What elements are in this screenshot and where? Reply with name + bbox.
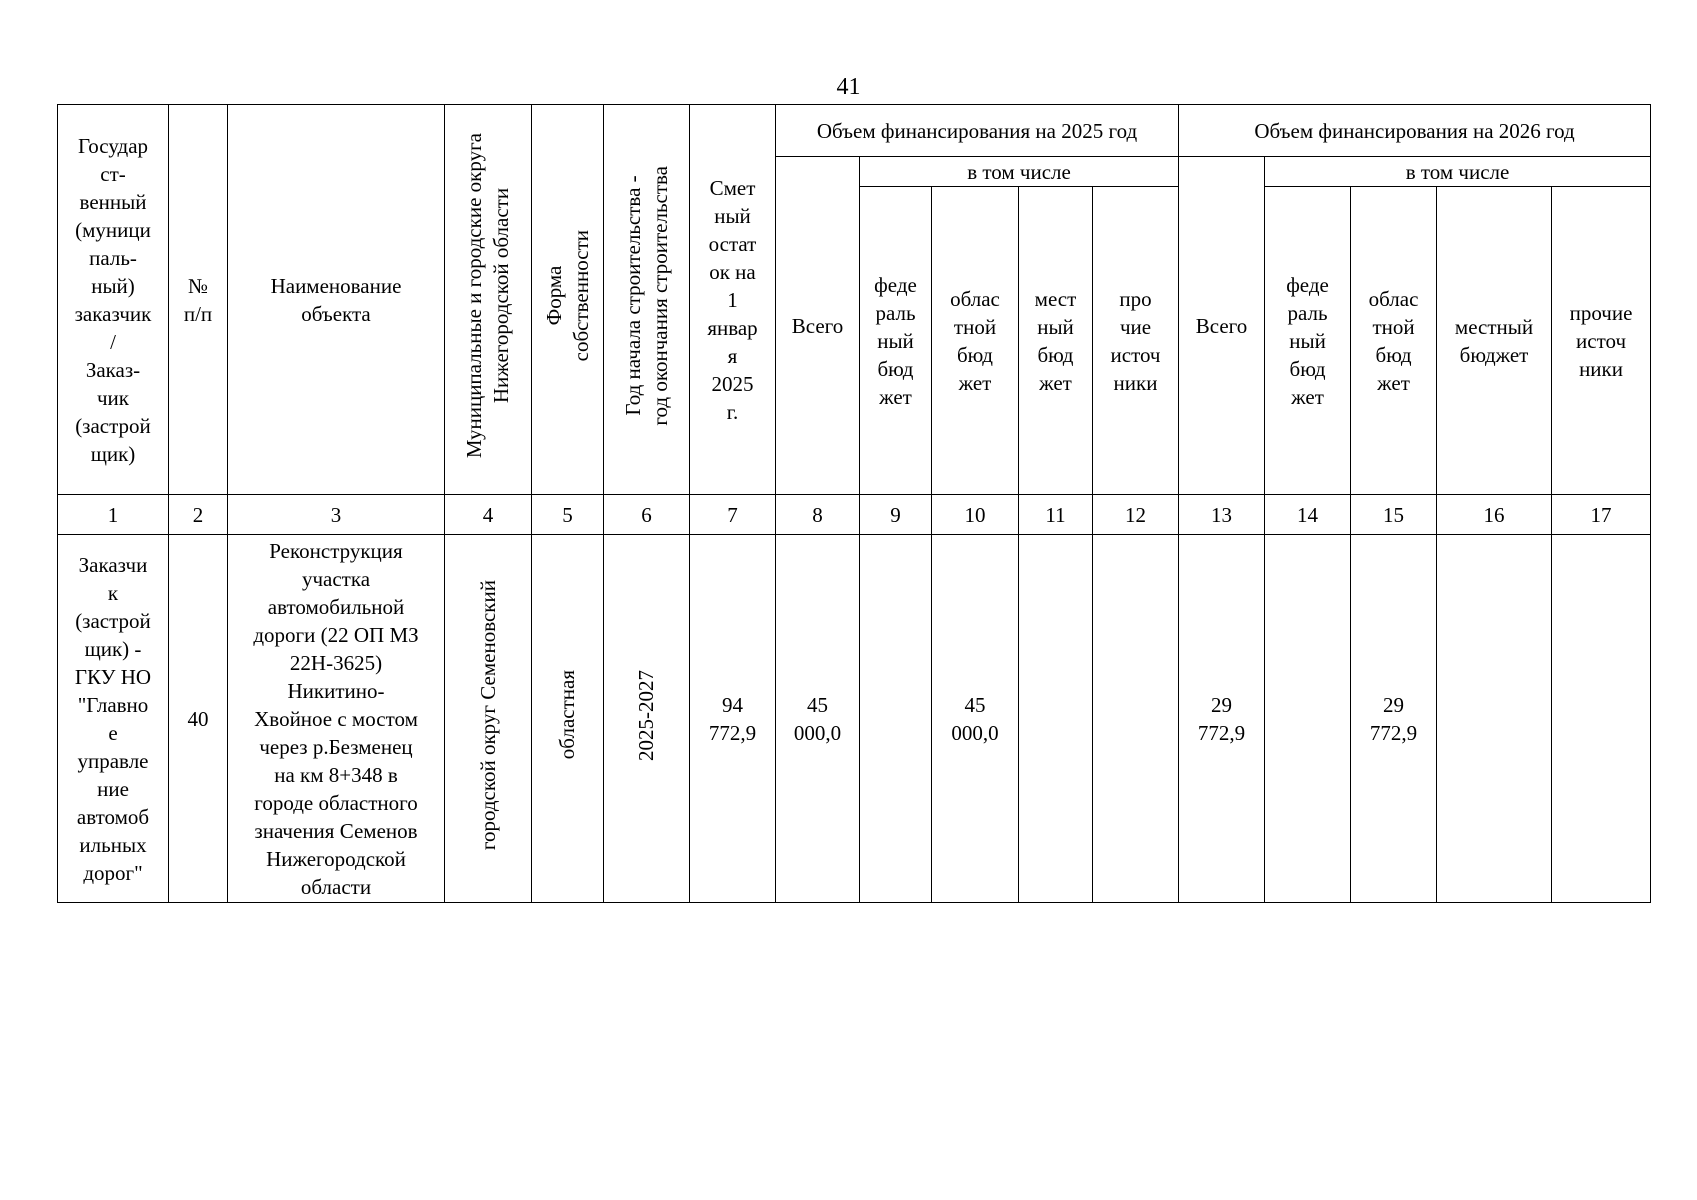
- header-federal-2025: феде раль ный бюд жет: [860, 187, 932, 495]
- column-number: 7: [690, 495, 776, 535]
- header-object-name: Наименование объекта: [228, 105, 445, 495]
- cell-federal-2025: [860, 535, 932, 903]
- header-ownership-form-text: Форма собственности: [541, 230, 593, 362]
- header-other-2025: про чие источ ники: [1093, 187, 1179, 495]
- column-number-row: [58, 495, 1651, 535]
- header-municipal-district-text: Муниципальные и городские округа Нижегородской области: [462, 133, 513, 459]
- header-financing-2025: Объем финансирования на 2025 год: [776, 105, 1179, 157]
- cell-ownership-form: [532, 535, 604, 903]
- column-number: 14: [1265, 495, 1351, 535]
- column-number: 6: [604, 495, 690, 535]
- header-including-2026: в том числе: [1265, 157, 1651, 187]
- header-estimated-remainder: Смет ный остат ок на 1 январ я 2025 г.: [690, 105, 776, 495]
- header-local-2025: мест ный бюд жет: [1019, 187, 1093, 495]
- cell-number: 40: [169, 535, 228, 903]
- column-number: 13: [1179, 495, 1265, 535]
- cell-object-name: Реконструкция участка автомобильной дороги (22 ОП МЗ 22Н-3625) Никитино- Хвойное с мостом через р.Безменец на км 8+348 в городе областного значения Семенов Нижегородской области: [228, 535, 445, 903]
- column-number: 8: [776, 495, 860, 535]
- cell-municipal-district-text: городской округ Семеновский: [475, 579, 500, 851]
- header-including-2025: в том числе: [860, 157, 1179, 187]
- header-row-1: [58, 105, 1651, 157]
- column-number: 9: [860, 495, 932, 535]
- header-number: № п/п: [169, 105, 228, 495]
- header-customer: Государ ст- венный (муници паль- ный) заказчик / Заказ- чик (застрой щик): [58, 105, 169, 495]
- table-row: [58, 535, 1651, 903]
- cell-customer: Заказчи к (застрой щик) - ГКУ НО "Главно е управле ние автомоб ильных дорог": [58, 535, 169, 903]
- header-other-2026: прочие источ ники: [1552, 187, 1651, 495]
- column-number: 17: [1552, 495, 1651, 535]
- cell-construction-years: [604, 535, 690, 903]
- column-number: 15: [1351, 495, 1437, 535]
- header-total-2025: Всего: [776, 157, 860, 495]
- header-total-2026: Всего: [1179, 157, 1265, 495]
- header-federal-2026: феде раль ный бюд жет: [1265, 187, 1351, 495]
- cell-other-2025: [1093, 535, 1179, 903]
- cell-other-2026: [1552, 535, 1651, 903]
- column-number: 12: [1093, 495, 1179, 535]
- cell-estimated-remainder: 94 772,9: [690, 535, 776, 903]
- cell-municipal-district: [445, 535, 532, 903]
- cell-ownership-form-text: областная: [555, 670, 579, 760]
- header-regional-2025: облас тной бюд жет: [932, 187, 1019, 495]
- financing-table: [57, 104, 1651, 903]
- header-municipal-district: [445, 105, 532, 495]
- header-construction-years: [604, 105, 690, 495]
- cell-total-2025: 45 000,0: [776, 535, 860, 903]
- cell-construction-years-text: 2025-2027: [634, 669, 658, 761]
- cell-local-2025: [1019, 535, 1093, 903]
- header-local-2026: местный бюджет: [1437, 187, 1552, 495]
- cell-regional-2026: 29 772,9: [1351, 535, 1437, 903]
- page-number: 41: [836, 74, 861, 100]
- column-number: 3: [228, 495, 445, 535]
- cell-local-2026: [1437, 535, 1552, 903]
- header-financing-2026: Объем финансирования на 2026 год: [1179, 105, 1651, 157]
- column-number: 2: [169, 495, 228, 535]
- header-ownership-form: [532, 105, 604, 495]
- header-construction-years-text: Год начала строительства - год окончания строительства: [620, 166, 672, 426]
- cell-regional-2025: 45 000,0: [932, 535, 1019, 903]
- cell-total-2026: 29 772,9: [1179, 535, 1265, 903]
- column-number: 1: [58, 495, 169, 535]
- column-number: 10: [932, 495, 1019, 535]
- column-number: 4: [445, 495, 532, 535]
- header-regional-2026: облас тной бюд жет: [1351, 187, 1437, 495]
- column-number: 5: [532, 495, 604, 535]
- column-number: 16: [1437, 495, 1552, 535]
- cell-federal-2026: [1265, 535, 1351, 903]
- column-number: 11: [1019, 495, 1093, 535]
